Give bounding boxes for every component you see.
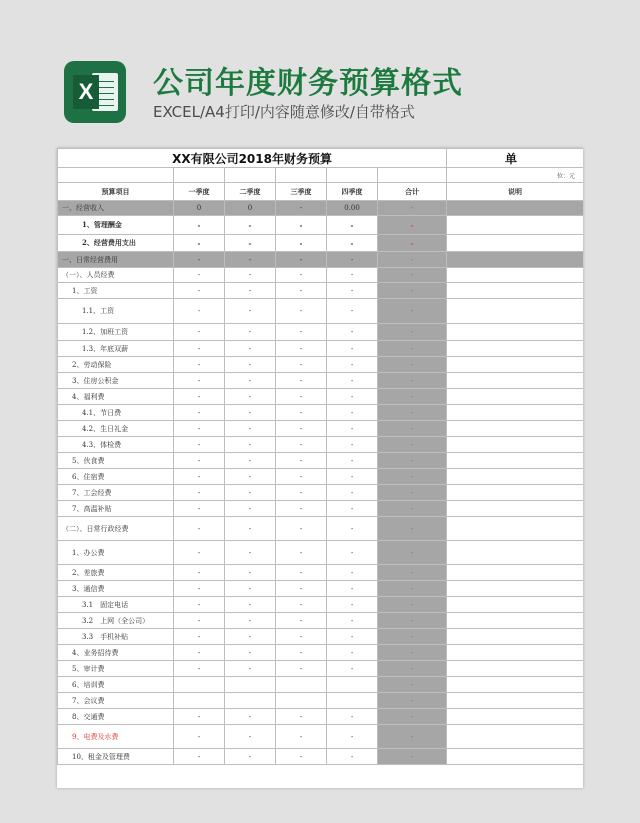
cell-q2[interactable]: -: [225, 252, 276, 268]
cell-item[interactable]: 10、租金及管理费: [58, 749, 174, 765]
table-row: [58, 421, 584, 437]
cell-q1[interactable]: -: [174, 283, 225, 299]
cell-note[interactable]: [447, 268, 583, 283]
table-row: [58, 565, 584, 581]
cell-total[interactable]: -: [378, 613, 447, 629]
cell-q3[interactable]: -: [276, 749, 327, 765]
cell-q1[interactable]: -: [174, 565, 225, 581]
cell-note[interactable]: [447, 693, 583, 709]
cell-q4[interactable]: -: [327, 661, 378, 677]
column-header-total: 合计: [378, 183, 447, 201]
table-row: [58, 693, 584, 709]
cell-q1[interactable]: -: [174, 469, 225, 485]
cell-q2[interactable]: -: [225, 235, 276, 252]
table-row: [58, 645, 584, 661]
cell-note[interactable]: [447, 389, 583, 405]
cell-q1[interactable]: -: [174, 749, 225, 765]
cell-q4[interactable]: -: [327, 389, 378, 405]
cell-total[interactable]: -: [378, 645, 447, 661]
cell-q1[interactable]: -: [174, 437, 225, 453]
cell-q3[interactable]: -: [276, 709, 327, 725]
table-row: [58, 661, 584, 677]
cell-note[interactable]: [447, 341, 583, 357]
cell-note[interactable]: [447, 485, 583, 501]
table-row: [58, 469, 584, 485]
cell-note[interactable]: [447, 235, 583, 252]
cell-q1[interactable]: [174, 677, 225, 693]
cell-note[interactable]: [447, 541, 583, 565]
cell-q2[interactable]: -: [225, 341, 276, 357]
cell-total[interactable]: -: [378, 437, 447, 453]
column-header-item: 预算项目: [58, 183, 174, 201]
cell-total[interactable]: -: [378, 405, 447, 421]
cell-note[interactable]: [447, 725, 583, 749]
table-row: [58, 235, 584, 252]
cell-q3[interactable]: -: [276, 357, 327, 373]
cell-item[interactable]: （一）、人员经费: [58, 268, 174, 283]
cell-q4[interactable]: [327, 693, 378, 709]
cell-q3[interactable]: -: [276, 216, 327, 235]
cell-q1[interactable]: -: [174, 421, 225, 437]
cell-total[interactable]: -: [378, 629, 447, 645]
spreadsheet-preview: [57, 148, 583, 788]
excel-x-letter-icon: X: [73, 75, 99, 109]
cell-total[interactable]: -: [378, 216, 447, 235]
cell-q2[interactable]: -: [225, 421, 276, 437]
cell-note[interactable]: [447, 749, 583, 765]
cell-note[interactable]: [447, 677, 583, 693]
cell-item[interactable]: 1、管理酬金: [58, 216, 174, 235]
cell-note[interactable]: [447, 645, 583, 661]
cell-total[interactable]: -: [378, 581, 447, 597]
cell-q1[interactable]: -: [174, 709, 225, 725]
cell-q3[interactable]: -: [276, 373, 327, 389]
table-row: [58, 629, 584, 645]
table-row: [58, 485, 584, 501]
cell-q2[interactable]: [225, 677, 276, 693]
cell-total[interactable]: -: [378, 453, 447, 469]
table-row: [58, 201, 584, 216]
unit-label-top: 单: [447, 149, 583, 168]
cell-item[interactable]: 3.2 上网（全公司）: [58, 613, 174, 629]
cell-q4[interactable]: -: [327, 341, 378, 357]
cell-item[interactable]: 4.1、节日费: [58, 405, 174, 421]
table-row: [58, 709, 584, 725]
cell-q2[interactable]: -: [225, 517, 276, 541]
table-row: [58, 581, 584, 597]
cell-note[interactable]: [447, 581, 583, 597]
cell-item[interactable]: 1.1、工资: [58, 299, 174, 324]
cell-q4[interactable]: -: [327, 541, 378, 565]
cell-q4[interactable]: -: [327, 597, 378, 613]
table-row: [58, 677, 584, 693]
cell-q4[interactable]: -: [327, 709, 378, 725]
cell-total[interactable]: -: [378, 749, 447, 765]
table-row: [58, 268, 584, 283]
cell-q1[interactable]: 0: [174, 201, 225, 216]
cell-q2[interactable]: -: [225, 299, 276, 324]
table-row: [58, 597, 584, 613]
cell-q3[interactable]: -: [276, 565, 327, 581]
cell-q4[interactable]: -: [327, 324, 378, 341]
cell-total[interactable]: -: [378, 341, 447, 357]
cell-q4[interactable]: -: [327, 421, 378, 437]
table-row: [58, 453, 584, 469]
cell-q3[interactable]: -: [276, 597, 327, 613]
cell-q3[interactable]: -: [276, 453, 327, 469]
cell-item[interactable]: 3.3 手机补贴: [58, 629, 174, 645]
cell-item[interactable]: 1.2、加班工资: [58, 324, 174, 341]
cell-q4[interactable]: -: [327, 373, 378, 389]
cell-q2[interactable]: -: [225, 469, 276, 485]
cell-q4[interactable]: -: [327, 283, 378, 299]
cell-note[interactable]: [447, 324, 583, 341]
table-row: [58, 405, 584, 421]
cell-q3[interactable]: -: [276, 421, 327, 437]
cell-q2[interactable]: -: [225, 613, 276, 629]
table-row: [58, 541, 584, 565]
cell-note[interactable]: [447, 469, 583, 485]
cell-q3[interactable]: -: [276, 613, 327, 629]
cell-q4[interactable]: -: [327, 235, 378, 252]
cell-total[interactable]: -: [378, 725, 447, 749]
cell-q2[interactable]: -: [225, 597, 276, 613]
cell-q1[interactable]: -: [174, 581, 225, 597]
cell-q4[interactable]: -: [327, 485, 378, 501]
cell-q4[interactable]: 0.00: [327, 201, 378, 216]
cell-q1[interactable]: -: [174, 252, 225, 268]
cell-q2[interactable]: -: [225, 373, 276, 389]
cell-item[interactable]: 3、住房公积金: [58, 373, 174, 389]
cell-item[interactable]: 1、工资: [58, 283, 174, 299]
cell-q4[interactable]: -: [327, 299, 378, 324]
cell-q4[interactable]: -: [327, 613, 378, 629]
cell-q4[interactable]: -: [327, 216, 378, 235]
cell-q1[interactable]: -: [174, 645, 225, 661]
column-header-note: 说明: [447, 183, 583, 201]
cell-item[interactable]: （二）、日常行政经费: [58, 517, 174, 541]
cell-q2[interactable]: -: [225, 725, 276, 749]
cell-note[interactable]: [447, 613, 583, 629]
cell-note[interactable]: [447, 283, 583, 299]
cell-q4[interactable]: -: [327, 252, 378, 268]
cell-q2[interactable]: -: [225, 324, 276, 341]
cell-total[interactable]: -: [378, 268, 447, 283]
table-row: [58, 357, 584, 373]
table-row: [58, 341, 584, 357]
cell-q2[interactable]: -: [225, 645, 276, 661]
cell-q1[interactable]: -: [174, 324, 225, 341]
cell-note[interactable]: [447, 405, 583, 421]
cell-total[interactable]: -: [378, 597, 447, 613]
table-row: [58, 299, 584, 324]
cell-q3[interactable]: -: [276, 324, 327, 341]
table-row: [58, 324, 584, 341]
cell-item[interactable]: 一、经营收入: [58, 201, 174, 216]
table-row: [58, 613, 584, 629]
cell-q2[interactable]: -: [225, 749, 276, 765]
table-row: [58, 517, 584, 541]
cell-q4[interactable]: -: [327, 565, 378, 581]
cell-q3[interactable]: -: [276, 235, 327, 252]
cell-item[interactable]: 一、日常经营费用: [58, 252, 174, 268]
cell-item[interactable]: 5、伙食费: [58, 453, 174, 469]
cell-q3[interactable]: -: [276, 517, 327, 541]
cell-q4[interactable]: -: [327, 469, 378, 485]
cell-note[interactable]: [447, 373, 583, 389]
cell-total[interactable]: -: [378, 501, 447, 517]
cell-q1[interactable]: -: [174, 299, 225, 324]
cell-q4[interactable]: -: [327, 501, 378, 517]
cell-item[interactable]: 7、工会经费: [58, 485, 174, 501]
cell-q2[interactable]: -: [225, 565, 276, 581]
cell-q4[interactable]: -: [327, 357, 378, 373]
cell-q4[interactable]: -: [327, 437, 378, 453]
cell-total[interactable]: -: [378, 693, 447, 709]
cell-note[interactable]: [447, 216, 583, 235]
cell-q2[interactable]: -: [225, 357, 276, 373]
table-row: [58, 725, 584, 749]
cell-item[interactable]: 4、业务招待费: [58, 645, 174, 661]
cell-note[interactable]: [447, 629, 583, 645]
cell-total[interactable]: -: [378, 485, 447, 501]
cell-q2[interactable]: -: [225, 437, 276, 453]
cell-q1[interactable]: -: [174, 541, 225, 565]
cell-q1[interactable]: -: [174, 453, 225, 469]
cell-total[interactable]: -: [378, 677, 447, 693]
cell-q3[interactable]: -: [276, 201, 327, 216]
cell-q3[interactable]: -: [276, 405, 327, 421]
cell-total[interactable]: -: [378, 235, 447, 252]
cell-note[interactable]: [447, 661, 583, 677]
cell-q3[interactable]: -: [276, 645, 327, 661]
cell-item[interactable]: 6、培训费: [58, 677, 174, 693]
cell-item[interactable]: 1、办公费: [58, 541, 174, 565]
cell-q3[interactable]: [276, 693, 327, 709]
cell-note[interactable]: [447, 201, 583, 216]
excel-logo-icon: [64, 61, 126, 123]
cell-item[interactable]: 4.2、生日礼金: [58, 421, 174, 437]
cell-item[interactable]: 9、电费及水费: [58, 725, 174, 749]
cell-total[interactable]: -: [378, 421, 447, 437]
cell-total[interactable]: -: [378, 389, 447, 405]
cell-item[interactable]: 2、经营费用支出: [58, 235, 174, 252]
cell-q4[interactable]: [327, 677, 378, 693]
cell-q3[interactable]: -: [276, 283, 327, 299]
cell-total[interactable]: -: [378, 709, 447, 725]
cell-q1[interactable]: -: [174, 373, 225, 389]
cell-q4[interactable]: -: [327, 645, 378, 661]
cell-q2[interactable]: [225, 693, 276, 709]
cell-total[interactable]: -: [378, 357, 447, 373]
cell-q3[interactable]: -: [276, 501, 327, 517]
cell-note[interactable]: [447, 501, 583, 517]
cell-item[interactable]: 7、高温补贴: [58, 501, 174, 517]
cell-q2[interactable]: -: [225, 268, 276, 283]
unit-label-bottom: 位：元: [447, 168, 583, 183]
cell-q3[interactable]: -: [276, 485, 327, 501]
cell-q2[interactable]: -: [225, 501, 276, 517]
cell-q3[interactable]: -: [276, 252, 327, 268]
cell-item[interactable]: 7、会议费: [58, 693, 174, 709]
cell-q3[interactable]: -: [276, 299, 327, 324]
cell-total[interactable]: -: [378, 565, 447, 581]
cell-q1[interactable]: [174, 693, 225, 709]
cell-q1[interactable]: -: [174, 485, 225, 501]
cell-q3[interactable]: -: [276, 661, 327, 677]
cell-q4[interactable]: -: [327, 725, 378, 749]
cell-q3[interactable]: -: [276, 268, 327, 283]
cell-q1[interactable]: -: [174, 389, 225, 405]
cell-q1[interactable]: -: [174, 235, 225, 252]
cell-q3[interactable]: -: [276, 541, 327, 565]
cell-q2[interactable]: -: [225, 405, 276, 421]
cell-q1[interactable]: -: [174, 661, 225, 677]
column-header-q4: 四季度: [327, 183, 378, 201]
cell-q2[interactable]: -: [225, 541, 276, 565]
cell-q3[interactable]: -: [276, 389, 327, 405]
cell-q2[interactable]: -: [225, 581, 276, 597]
cell-q1[interactable]: -: [174, 517, 225, 541]
table-row: [58, 501, 584, 517]
table-row: [58, 749, 584, 765]
cell-q4[interactable]: -: [327, 453, 378, 469]
cell-item[interactable]: 8、交通费: [58, 709, 174, 725]
cell-q2[interactable]: -: [225, 629, 276, 645]
cell-q3[interactable]: [276, 677, 327, 693]
cell-q2[interactable]: -: [225, 661, 276, 677]
cell-total[interactable]: -: [378, 283, 447, 299]
cell-total[interactable]: -: [378, 201, 447, 216]
cell-q2[interactable]: -: [225, 485, 276, 501]
cell-item[interactable]: 2、差旅费: [58, 565, 174, 581]
cell-q1[interactable]: -: [174, 268, 225, 283]
cell-q2[interactable]: -: [225, 453, 276, 469]
table-row: [58, 283, 584, 299]
cell-note[interactable]: [447, 709, 583, 725]
cell-note[interactable]: [447, 437, 583, 453]
cell-note[interactable]: [447, 597, 583, 613]
cell-q1[interactable]: -: [174, 501, 225, 517]
cell-q4[interactable]: -: [327, 405, 378, 421]
column-header-q1: 一季度: [174, 183, 225, 201]
cell-q3[interactable]: -: [276, 437, 327, 453]
cell-note[interactable]: [447, 565, 583, 581]
cell-total[interactable]: -: [378, 324, 447, 341]
cell-q4[interactable]: -: [327, 268, 378, 283]
cell-note[interactable]: [447, 252, 583, 268]
cell-note[interactable]: [447, 299, 583, 324]
cell-q1[interactable]: -: [174, 341, 225, 357]
cell-item[interactable]: 2、劳动保险: [58, 357, 174, 373]
cell-q4[interactable]: -: [327, 629, 378, 645]
cell-q4[interactable]: -: [327, 581, 378, 597]
column-header-q2: 二季度: [225, 183, 276, 201]
cell-q1[interactable]: -: [174, 216, 225, 235]
cell-total[interactable]: -: [378, 469, 447, 485]
cell-item[interactable]: 5、审计费: [58, 661, 174, 677]
cell-item[interactable]: 3、通信费: [58, 581, 174, 597]
cell-note[interactable]: [447, 453, 583, 469]
cell-q2[interactable]: -: [225, 216, 276, 235]
cell-note[interactable]: [447, 357, 583, 373]
cell-q2[interactable]: -: [225, 389, 276, 405]
cell-q1[interactable]: -: [174, 597, 225, 613]
column-header-q3: 三季度: [276, 183, 327, 201]
cell-q1[interactable]: -: [174, 357, 225, 373]
cell-q2[interactable]: -: [225, 283, 276, 299]
table-row: [58, 389, 584, 405]
cell-q1[interactable]: -: [174, 725, 225, 749]
cell-total[interactable]: -: [378, 252, 447, 268]
cell-item[interactable]: 4、福利费: [58, 389, 174, 405]
cell-q2[interactable]: -: [225, 709, 276, 725]
cell-q2[interactable]: 0: [225, 201, 276, 216]
table-row: [58, 437, 584, 453]
cell-q1[interactable]: -: [174, 405, 225, 421]
cell-total[interactable]: -: [378, 661, 447, 677]
cell-q4[interactable]: -: [327, 517, 378, 541]
cell-total[interactable]: -: [378, 373, 447, 389]
page-subtitle: EXCEL/A4打印/内容随意修改/自带格式: [153, 103, 415, 121]
cell-note[interactable]: [447, 421, 583, 437]
cell-item[interactable]: 4.3、体检费: [58, 437, 174, 453]
page-title: 公司年度财务预算格式: [153, 66, 463, 101]
cell-q3[interactable]: -: [276, 581, 327, 597]
cell-q3[interactable]: -: [276, 629, 327, 645]
cell-total[interactable]: -: [378, 517, 447, 541]
cell-item[interactable]: 6、住宿费: [58, 469, 174, 485]
cell-item[interactable]: 3.1 固定电话: [58, 597, 174, 613]
table-row: [58, 216, 584, 235]
cell-q1[interactable]: -: [174, 629, 225, 645]
sheet-title: XX有限公司2018年财务预算: [58, 149, 447, 168]
cell-q1[interactable]: -: [174, 613, 225, 629]
table-row: [58, 373, 584, 389]
cell-note[interactable]: [447, 517, 583, 541]
cell-q4[interactable]: -: [327, 749, 378, 765]
cell-total[interactable]: -: [378, 541, 447, 565]
cell-item[interactable]: 1.3、年底双薪: [58, 341, 174, 357]
cell-q3[interactable]: -: [276, 725, 327, 749]
cell-q3[interactable]: -: [276, 341, 327, 357]
budget-table: [57, 148, 583, 765]
cell-total[interactable]: -: [378, 299, 447, 324]
cell-q3[interactable]: -: [276, 469, 327, 485]
table-row: [58, 252, 584, 268]
